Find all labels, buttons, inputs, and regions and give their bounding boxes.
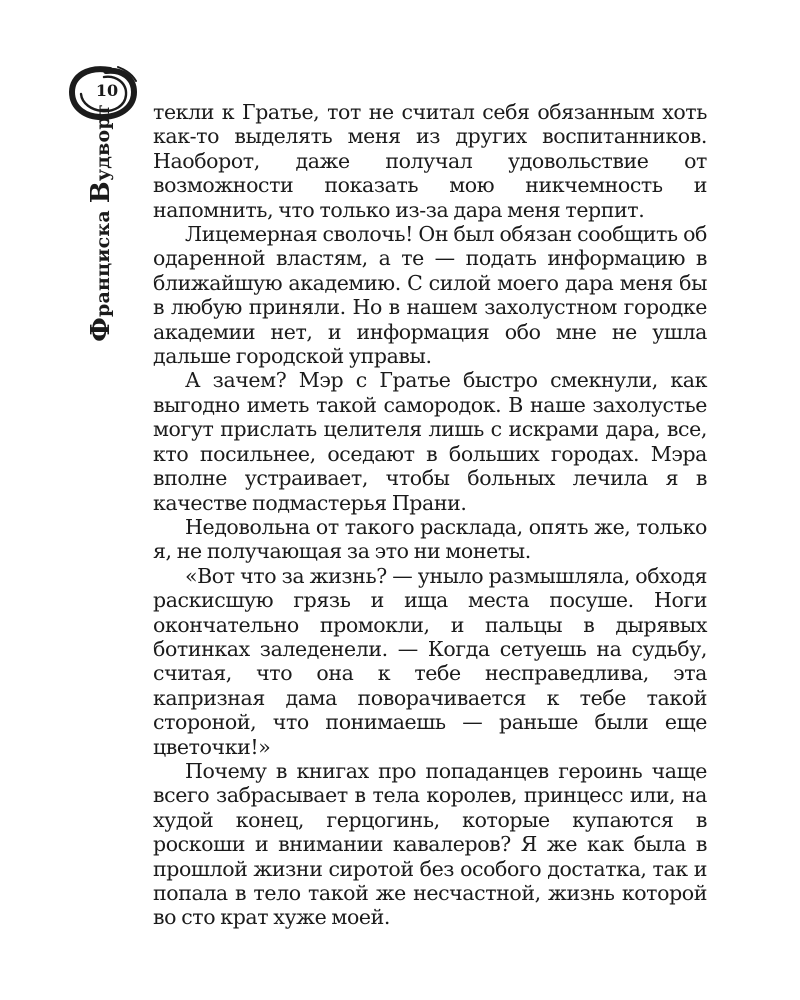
author-last-rest: удворт <box>92 104 114 182</box>
paragraph: Почему в книгах про попаданцев героинь чаще всего забрасывает в тела королев, принцесс или, на худой конец, герцогинь, которые купаются в роскоши и внимании кавалеров? Я же как была в прошлой жизни сиротой без особого достатка, так и попала в тело такой же несчастной, жизнь которой во сто крат хуже моей. <box>153 758 707 930</box>
author-first-rest: ранциска <box>92 210 114 317</box>
page-number: 10 <box>95 81 119 100</box>
author-last-initial: В <box>86 181 116 204</box>
paragraph: «Вот что за жизнь? — уныло размышляла, обходя раскисшую грязь и ища места посуше. Ноги окончательно промокли, и пальцы в дырявых ботинках заледенели. — Когда сетуешь на судьбу, считая, что она к тебе несправедлива, эта капризная дама поворачивается к тебе такой стороной, что понимаешь — раньше были еще цветочки!» <box>153 563 707 759</box>
paragraph: Лицемерная сволочь! Он был обязан сообщить об одаренной властям, а те — подать информацию в ближайшую академию. С силой моего дара меня бы в любую приняли. Но в нашем захолустном городке академии нет, и информация обо мне не ушла дальше городской управы. <box>153 222 707 369</box>
paragraph: Недовольна от такого расклада, опять же, только я, не получающая за это ни монеты. <box>153 514 707 564</box>
author-name <box>86 104 116 342</box>
running-head-author <box>81 104 121 342</box>
paragraph: А зачем? Мэр с Гратье быстро смекнули, как выгодно иметь такой самородок. В наше захолустье могут прислать целителя лишь с искрами дара, все, кто посильнее, оседают в больших городах. Мэра вполне устраивает, чтобы больных лечила я в качестве подмастерья Прани. <box>153 368 707 515</box>
body-text <box>153 100 707 930</box>
author-first-initial: Ф <box>86 316 116 342</box>
paragraph: текли к Гратье, тот не считал себя обязанным хоть как-то выделять меня из других воспитанников. Наоборот, даже получал удовольствие от возможности показать мою никчемность и напомнить, что только из-за дара меня терпит. <box>153 100 707 222</box>
